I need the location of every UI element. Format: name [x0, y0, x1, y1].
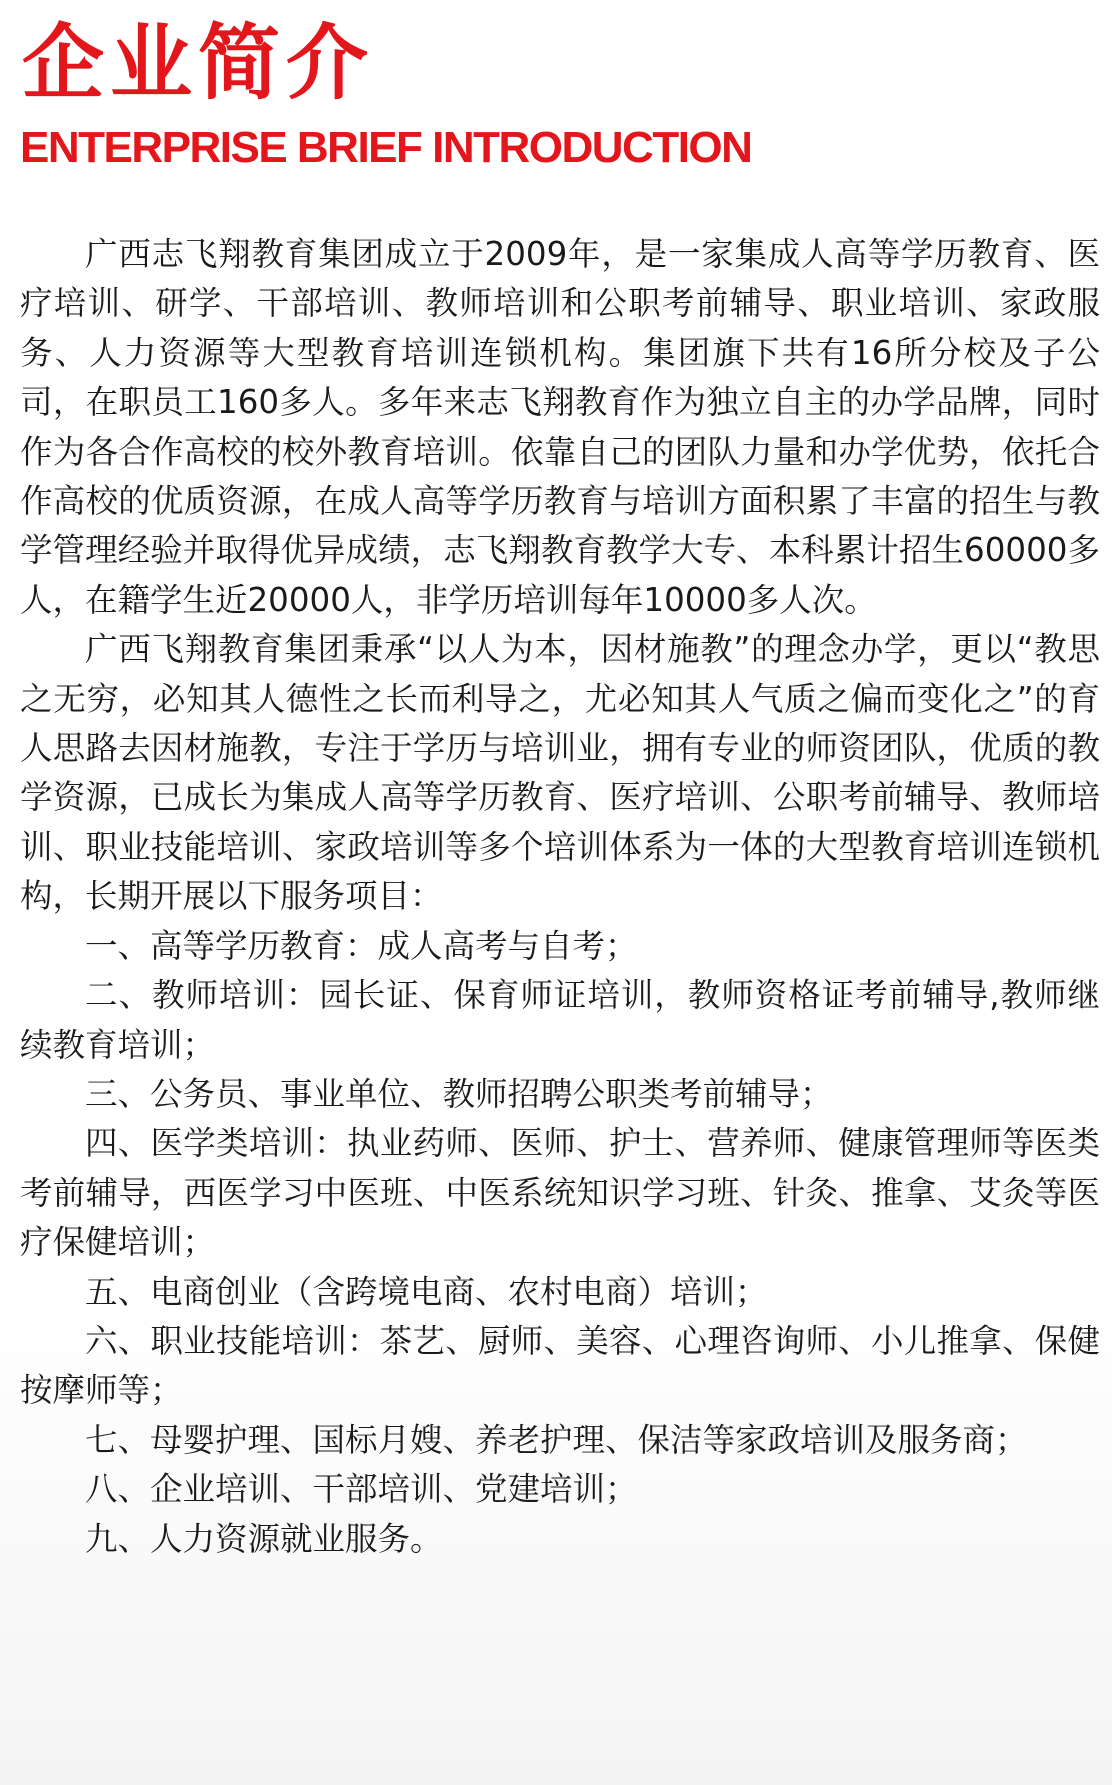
service-item: 七、母婴护理、国标月嫂、养老护理、保洁等家政培训及服务商； — [85, 1420, 1028, 1459]
service-item: 三、公务员、事业单位、教师招聘公职类考前辅导； — [85, 1074, 833, 1113]
service-item: 五、电商创业（含跨境电商、农村电商）培训； — [85, 1272, 768, 1311]
service-item: 四、医学类培训：执业药师、医师、护士、营养师、健康管理师等医类考前辅导，西医学习中医班、中医系统知识学习班、针灸、推拿、艾灸等医疗保健培训； — [20, 1124, 1100, 1262]
page-subtitle-english: ENTERPRISE BRIEF INTRODUCTION — [20, 123, 752, 172]
service-item: 八、企业培训、干部培训、党建培训； — [85, 1470, 638, 1509]
page-title: 企业简介 — [22, 16, 375, 111]
service-item: 九、人力资源就业服务。 — [85, 1519, 443, 1558]
intro-paragraph: 广西志飞翔教育集团成立于2009年，是一家集成人高等学历教育、医疗培训、研学、干部培训、教师培训和公职考前辅导、职业培训、家政服务、人力资源等大型教育培训连锁机构。集团旗下共有16所分校及子公司，在职员工160多人。多年来志飞翔教育作为独立自主的办学品牌，同时作为各合作高校的校外教育培训。依靠自己的团队力量和办学优势，依托合作高校的优质资源，在成人高等学历教育与培训方面积累了丰富的招生与教学管理经验并取得优异成绩，志飞翔教育教学大专、本科累计招生60000多人，在籍学生近20000人，非学历培训每年10000多人次。 — [20, 235, 1100, 619]
service-item: 二、教师培训：园长证、保育师证培训，教师资格证考前辅导,教师继续教育培训； — [20, 976, 1100, 1064]
service-item: 一、高等学历教育：成人高考与自考； — [85, 926, 638, 965]
intro-paragraph: 广西飞翔教育集团秉承“以人为本，因材施教”的理念办学，更以“教思之无穷，必知其人德性之长而利导之，尤必知其人气质之偏而变化之”的育人思路去因材施教，专注于学历与培训业，拥有专业的师资团队，优质的教学资源，已成长为集成人高等学历教育、医疗培训、公职考前辅导、教师培训、职业技能培训、家政培训等多个培训体系为一体的大型教育培训连锁机构，长期开展以下服务项目： — [20, 630, 1100, 916]
service-item: 六、职业技能培训：茶艺、厨师、美容、心理咨询师、小儿推拿、保健按摩师等； — [20, 1321, 1100, 1410]
introduction-body — [20, 230, 1100, 1564]
